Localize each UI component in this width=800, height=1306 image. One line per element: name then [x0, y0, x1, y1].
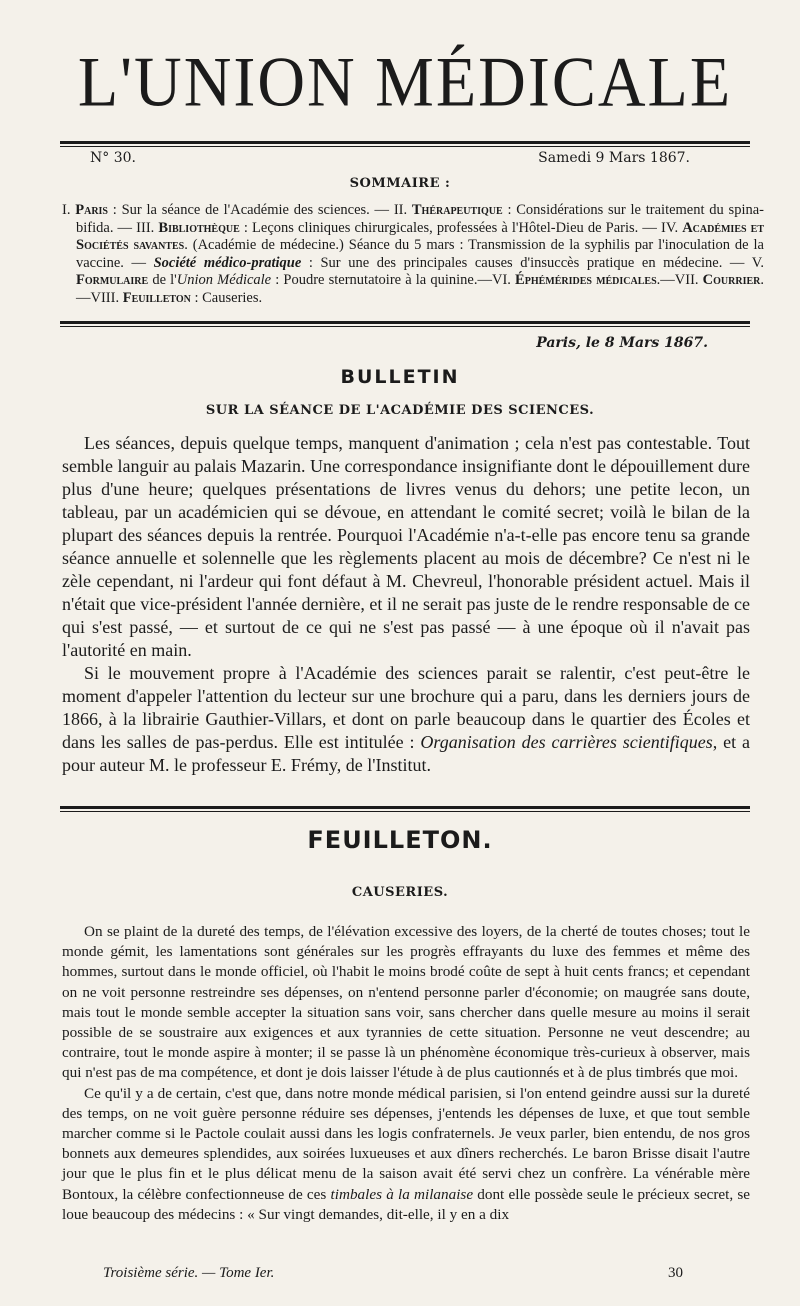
footer-page-number: 30 — [668, 1265, 683, 1281]
feuilleton-body — [62, 922, 750, 1225]
issue-date: Samedi 9 Mars 1867. — [538, 150, 690, 166]
sommaire-part: Société médico-pratique — [153, 254, 302, 271]
feuilleton-rule-thin — [60, 811, 750, 812]
sommaire-part: Paris — [75, 202, 108, 218]
sommaire-part: I. — [62, 202, 76, 218]
sommaire-part: Feuilleton — [122, 289, 191, 306]
sommaire-part: Formulaire — [76, 272, 149, 288]
masthead-rule-thin — [60, 146, 750, 147]
sommaire-part: : Sur une des principales causes d'insuccès pratique en médecine. — V. — [301, 254, 764, 271]
feuilleton-paragraph: On se plaint de la dureté des temps, de l'élévation excessive des loyers, de la cherté de toutes choses; tout le monde gémit, les lamentations sont générales sur les progrès effrayants du luxe des femmes et même des hommes, surtout dans le monde officiel, où l'habit le moins brodé coûte de sept à huit cents francs; et cependant on ne voit personne restreindre ses dépenses, on n'entend personne parler d'économie; on maugrée sans doute, mais tout le monde semble accepter la situation sans voir, sans chercher dans quelle mesure au moins il serait possible de se soustraire aux exigences et aux tyrannies de cette situation. Personne ne veut descendre; au contraire, tout le monde aspire à monter; il se passe là un phénomène économique très-curieux à observer, mais qui n'est pas de ma compétence, et dont je dois laisser l'étude à de plus cautionnés et à de plus timbrés que moi. — [62, 923, 750, 1082]
bulletin-paragraph — [62, 662, 750, 777]
sommaire-part: Bibliothèque — [158, 219, 240, 236]
sommaire-part: : Leçons cliniques chirurgicales, professées à l'Hôtel-Dieu de Paris. — IV. — [239, 219, 683, 236]
paragraph-text: dont elle possède seule le précieux secret, se loue beaucoup des médecins : « Sur vingt demandes, dit-elle, il y en a dix — [62, 1185, 751, 1223]
paragraph-text: Ce qu'il y a de certain, c'est que, dans notre monde médical parisien, si l'on entend geindre aussi sur la dureté des temps, on ne voit guère personne réduire ses dépenses, j'entends les dépenses de luxe, et que tout semble marcher comme si le Pactole coulait aussi dans les logis confraternels. Je veux parler, bien entendu, de nos gros bonnets aux demeures splendides, aux soirées luxueuses et aux dîners recherchés. Le baron Brisse disait l'autre jour que le plus fin et le plus délicat menu de la saison avait été servi chez un confrère. La vénérable mère Bontoux, la célèbre confectionneuse de ces — [62, 1084, 750, 1203]
sommaire-part: de l' — [148, 272, 177, 288]
sommaire-part: Académies et Sociétés savantes — [76, 219, 765, 253]
bulletin-title: BULLETIN — [340, 366, 460, 388]
sommaire-part: .—VIII. — [76, 272, 764, 306]
sommaire-title: SOMMAIRE : — [349, 176, 451, 191]
sommaire-part: Éphémérides médicales — [515, 272, 657, 288]
dish-name: timbales à la milanaise — [330, 1185, 474, 1203]
issue-number: N° 30. — [90, 150, 136, 166]
sommaire-part: : Sur la séance de l'Académie des sciences. — II. — [108, 202, 412, 218]
bulletin-paragraph: Les séances, depuis quelque temps, manquent d'animation ; cela n'est pas contestable. Tout semble languir au palais Mazarin. Une correspondance insignifiante dont le dépouillement dure plus d'une heure; quelques présentations de livres venus du dehors; une petite lecon, un tableau, par un académicien qui se dévoue, en attendant le comité secret; voilà le bilan de la plupart des séances depuis la rentrée. Pourquoi l'Académie n'a-t-elle pas encore tenu sa grande séance annuelle et solennelle que les règlements placent au mois de décembre? Ce n'est ni le zèle cependant, ni l'ardeur qui font défaut à M. Chevreul, l'honorable président actuel. Mais il n'était que vice-président l'année dernière, et il ne serait pas juste de le rendre responsable de ce qui s'est passé, — et surtout de ce qui ne s'est pas passé — à une époque où il n'avait pas l'autorité en main. — [62, 433, 750, 660]
paragraph-text: , et a pour auteur M. le professeur E. Frémy, de l'Institut. — [62, 732, 750, 775]
sommaire-part: : Poudre sternutatoire à la quinine.—VI. — [271, 272, 516, 288]
masthead-title: L'UNION MÉDICALE — [77, 43, 733, 122]
section-rule — [60, 321, 750, 324]
bulletin-body — [62, 432, 750, 777]
feuilleton-subtitle: CAUSERIES. — [351, 885, 449, 900]
bulletin-subtitle: SUR LA SÉANCE DE L'ACADÉMIE DES SCIENCES. — [205, 403, 595, 418]
sommaire-text — [62, 202, 764, 307]
sommaire-part: . (Académie de médecine.) Séance du 5 mars : Transmission de la syphilis par l'inoculation de la vaccine. — — [76, 237, 764, 271]
sommaire-part: : Causeries. — [190, 289, 263, 306]
sommaire-part: .—VII. — [656, 272, 703, 288]
sommaire-part: Courrier — [702, 272, 761, 288]
bulletin-dateline: Paris, le 8 Mars 1867. — [536, 335, 708, 351]
footer-series: Troisième série. — Tome Ier. — [103, 1265, 275, 1281]
paragraph-text: Si le mouvement propre à l'Académie des sciences parait se ralentir, c'est peut-être le moment d'appeler l'attention du lecteur sur une brochure qui a paru, dans les derniers jours de 1866, à la librairie Gauthier-Villars, et dont on parle beaucoup dans le quartier des Écoles et dans les salles de pas-perdus. Elle est intitulée : — [62, 663, 750, 752]
sommaire-part: Union Médicale — [176, 272, 272, 288]
feuilleton-title: FEUILLETON. — [307, 826, 493, 854]
sommaire-part: : Considérations sur le traitement du spina-bifida. — III. — [76, 202, 764, 236]
feuilleton-paragraph — [62, 1084, 750, 1225]
sommaire-part: Thérapeutique — [411, 202, 503, 218]
feuilleton-rule — [60, 806, 750, 809]
section-rule-thin — [60, 326, 750, 327]
brochure-title: Organisation des carrières scientifiques — [420, 732, 713, 752]
masthead-rule — [60, 141, 750, 144]
